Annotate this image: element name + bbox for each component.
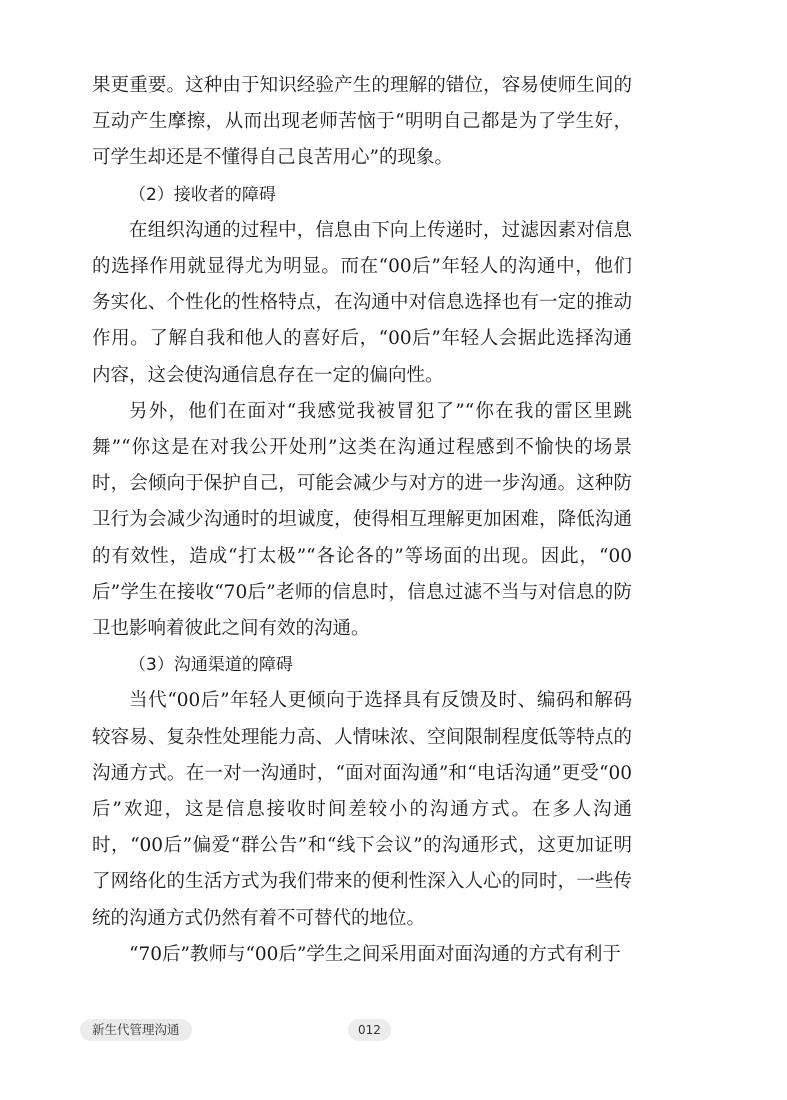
paragraph: “70后”教师与“00后”学生之间采用面对面沟通的方式有利于 <box>129 943 621 965</box>
paragraph-continued: 果更重要。这种由于知识经验产生的理解的错位，容易使师生间的互动产生摩擦，从而出现老师苦恼于“明明自己都是为了学生好，可学生却还是不懂得自己良苦用心”的现象。 <box>92 75 632 169</box>
page-footer <box>80 1019 640 1043</box>
paragraph: 在组织沟通的过程中，信息由下向上传递时，过滤因素对信息的选择作用就显得尤为明显。而在“00后”年轻人的沟通中，他们务实化、个性化的性格特点，在沟通中对信息选择也有一定的推动作用。了解自我和他人的喜好后，“00后”年轻人会据此选择沟通内容，这会使沟通信息存在一定的偏向性。 <box>92 219 632 386</box>
book-title-badge: 新生代管理沟通 <box>80 1019 192 1041</box>
section-heading-channel-barrier: （3）沟通渠道的障碍 <box>129 655 293 676</box>
section-heading-receiver-barrier: （2）接收者的障碍 <box>129 184 276 205</box>
paragraph: 当代“00后”年轻人更倾向于选择具有反馈及时、编码和解码较容易、复杂性处理能力高、人情味浓、空间限制程度低等特点的沟通方式。在一对一沟通时，“面对面沟通”和“电话沟通”更受“00后”欢迎，这是信息接收时间差较小的沟通方式。在多人沟通时，“00后”偏爱“群公告”和“线下会议”的沟通形式，这更加证明了网络化的生活方式为我们带来的便利性深入人心的同时，一些传统的沟通方式仍然有着不可替代的地位。 <box>92 690 632 929</box>
page-number: 012 <box>348 1019 391 1041</box>
body-text <box>92 68 632 973</box>
paragraph: 另外，他们在面对“我感觉我被冒犯了”“你在我的雷区里跳舞”“你这是在对我公开处刑”这类在沟通过程感到不愉快的场景时，会倾向于保护自己，可能会减少与对方的进一步沟通。这种防卫行为会减少沟通时的坦诚度，使得相互理解更加困难，降低沟通的有效性，造成“打太极”“各论各的”等场面的出现。因此，“00后”学生在接收“70后”老师的信息时，信息过滤不当与对信息的防卫也影响着彼此之间有效的沟通。 <box>92 400 632 640</box>
